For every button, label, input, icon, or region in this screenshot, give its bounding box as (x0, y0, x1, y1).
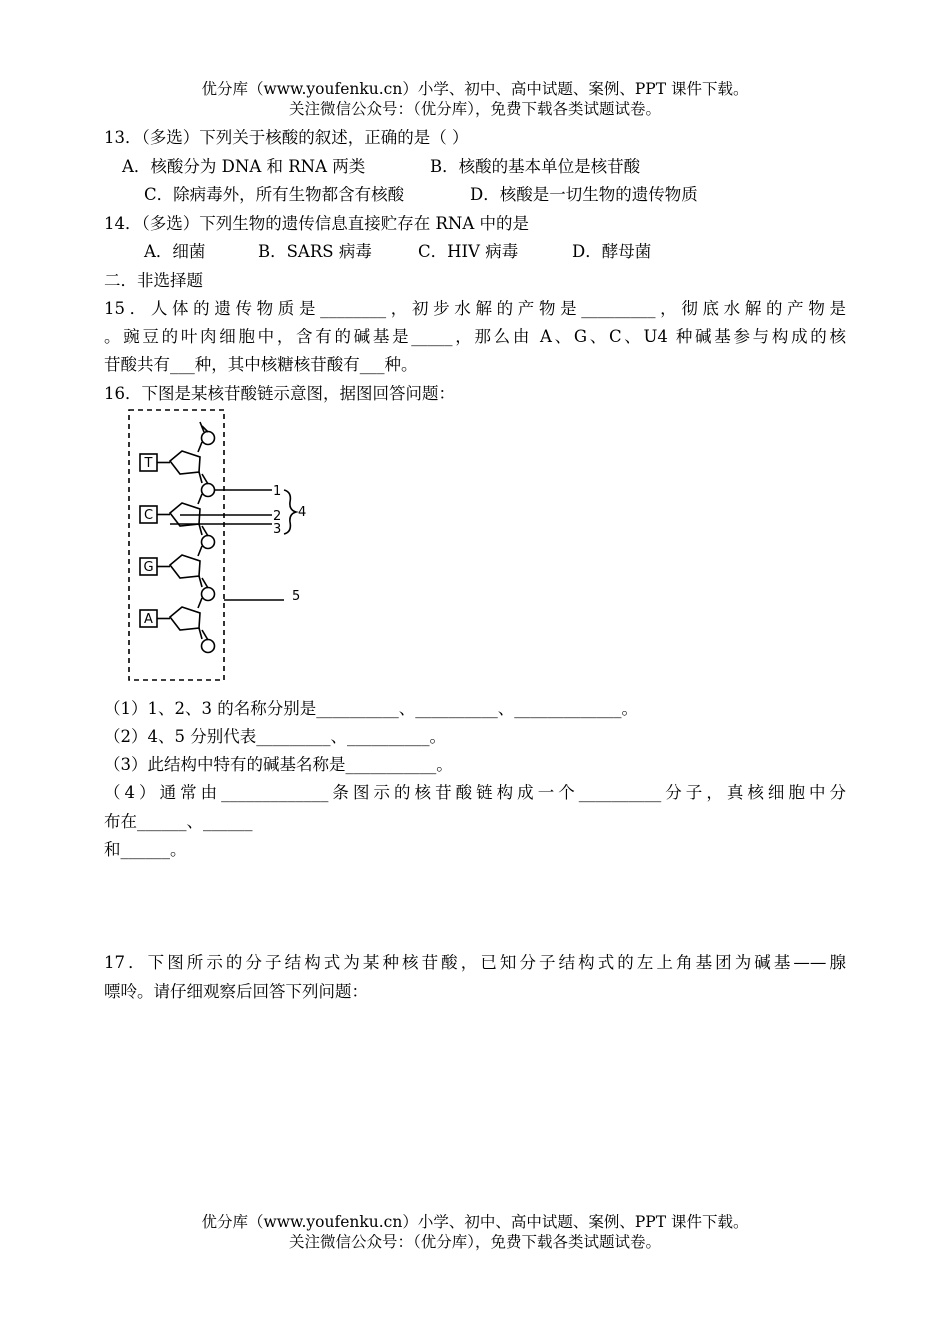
label-1: 1 (273, 484, 282, 499)
phosphate-circle (202, 484, 215, 497)
backbone (202, 426, 208, 640)
q17-line-2: 嘌呤。请仔细观察后回答下列问题： (104, 982, 368, 1001)
footer-line-1: 优分库（www.youfenku.cn）小学、初中、高中试题、案例、PPT 课件下载。 (201, 1213, 749, 1231)
q16-stem: 16．下图是某核苷酸链示意图，据图回答问题： (104, 384, 455, 403)
q14-option-a: A．细菌 (144, 242, 206, 261)
phosphate-circle (202, 588, 215, 601)
q16-sub-1: （1）1、2、3 的名称分别是__________、__________、_____________。 (104, 699, 638, 718)
nucleotide-unit (140, 442, 202, 483)
q13-option-d: D．核酸是一切生物的遗传物质 (470, 185, 698, 204)
brace (284, 490, 296, 534)
leader-lines (170, 490, 296, 600)
q14-option-c: C．HIV 病毒 (418, 242, 519, 261)
nucleotide-unit (140, 546, 202, 587)
q16-sub-4-line-2: 布在______、______ (104, 812, 253, 831)
q17-line-1: 17．下图所示的分子结构式为某种核苷酸，已知分子结构式的左上角基团为碱基——腺 (104, 953, 846, 972)
footer-line-2: 关注微信公众号：（优分库），免费下载各类试题试卷。 (288, 1233, 661, 1251)
label-3: 3 (273, 522, 282, 537)
q13-option-c: C．除病毒外，所有生物都含有核酸 (144, 185, 405, 204)
q16-sub-2: （2）4、5 分别代表_________、__________。 (104, 727, 446, 746)
q15-line-3: 苷酸共有___种，其中核糖核苷酸有___种。 (104, 355, 418, 374)
q16-sub-4-line-1: （4）通常由_____________条图示的核苷酸链构成一个__________分子，真核细胞中分 (104, 783, 846, 802)
phosphate-circle (202, 432, 215, 445)
q16-sub-3: （3）此结构中特有的碱基名称是___________。 (104, 755, 453, 774)
q13-option-b: B．核酸的基本单位是核苷酸 (430, 157, 641, 176)
phosphate-circle (202, 536, 215, 549)
base-label: T (144, 456, 153, 471)
q14-option-d: D．酵母菌 (572, 242, 652, 261)
pentose-sugar (170, 607, 200, 630)
phosphate-circle (202, 640, 215, 653)
q13-stem: 13．（多选）下列关于核酸的叙述，正确的是（ ） (104, 128, 469, 147)
pentose-sugar (170, 555, 200, 578)
q14-option-b: B．SARS 病毒 (258, 242, 372, 261)
label-5: 5 (292, 589, 301, 604)
q15-line-2: 。豌豆的叶肉细胞中，含有的碱基是_____，那么由 A、G、C、U4 种碱基参与构成的核 (104, 327, 846, 346)
label-4: 4 (298, 505, 307, 520)
header-line-2: 关注微信公众号：（优分库），免费下载各类试题试卷。 (288, 100, 661, 118)
q16-sub-4-line-3: 和______。 (104, 840, 187, 859)
base-label: A (144, 612, 153, 627)
pentose-sugar (170, 451, 200, 474)
header-line-1: 优分库（www.youfenku.cn）小学、初中、高中试题、案例、PPT 课件下载。 (201, 80, 749, 98)
section-heading: 二．非选择题 (104, 271, 203, 290)
base-label: C (143, 508, 154, 523)
base-label: G (143, 560, 154, 575)
nucleotide-unit (140, 598, 202, 639)
phosphate-groups (202, 432, 215, 653)
nucleotide-chain-diagram (120, 402, 320, 684)
label-2: 2 (273, 509, 282, 524)
q13-option-a: A．核酸分为 DNA 和 RNA 两类 (122, 157, 366, 176)
q15-line-1: 15．人体的遗传物质是________，初步水解的产物是_________，彻底水解的产物是 (104, 299, 846, 318)
q14-stem: 14．（多选）下列生物的遗传信息直接贮存在 RNA 中的是 (104, 214, 530, 233)
